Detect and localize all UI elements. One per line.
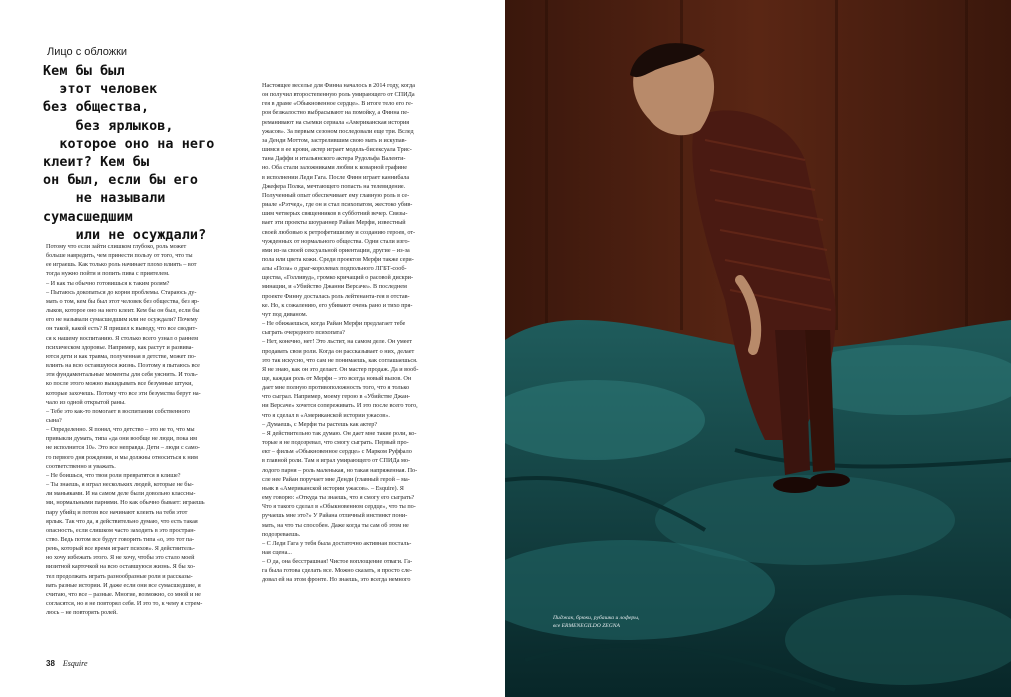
body-text-line: – Пытаюсь докопаться до корня проблемы. Стараюсь ду- bbox=[46, 288, 197, 296]
body-text-line: тана Даффи и итальянского актера Рудольфа Валенти- bbox=[262, 155, 406, 163]
body-text-line: он получил второстепенную роль умирающего от СПИДа bbox=[262, 91, 415, 99]
body-text-line: вать разные истории. И даже если они все сумасшедшие, я bbox=[46, 581, 201, 589]
body-text-line: психическом здоровье. Например, как растут и развива- bbox=[46, 343, 194, 351]
body-text-line: шимся в ее крови, актер играет модель-бисексуала Трис- bbox=[262, 146, 412, 154]
body-text-line: в исполнении Леди Гага. После Финн играет каннибала bbox=[262, 173, 410, 181]
body-text-line: алы «Поза» о драг-королевах подпольного ЛГБТ-сооб- bbox=[262, 265, 407, 273]
body-text-line: но. Оба стали заложниками любви к коварной графине bbox=[262, 164, 407, 172]
pull-quote-line: без общества, bbox=[43, 100, 150, 116]
body-text-line: ужасов». За первым сезоном последовали еще три. Вслед bbox=[262, 127, 414, 135]
body-text-line: но хочу избежать этого. Я не хочу, чтобы это стало моей bbox=[46, 554, 195, 562]
body-text-line: сыграть очередного психопата? bbox=[262, 329, 345, 337]
body-text-line: Что я такого сделал в «Обыкновенном сердце», что ты по- bbox=[262, 503, 416, 511]
pull-quote-line: сумасшедшим bbox=[43, 209, 133, 225]
page-number: 38 bbox=[46, 659, 55, 668]
body-text-line: ная сцена... bbox=[262, 548, 292, 556]
body-text-line: сле нее Райан поручает мне Денди (главный герой – ма- bbox=[262, 475, 410, 483]
body-text-line: гея в драме «Обыкновенное сердце». В итоге тело его ге- bbox=[262, 100, 413, 108]
pull-quote-line: без ярлыков, bbox=[43, 118, 174, 134]
left-page bbox=[0, 0, 505, 697]
body-text-line: чужденных от нормального общества. Одни стали изго- bbox=[262, 237, 410, 245]
body-text-line: ще, каждая роль от Мерфи – это всегда новый вызов. Он bbox=[262, 375, 412, 382]
body-text-line: ко после этого можно выкидывать все безумные штуки, bbox=[46, 380, 193, 388]
pull-quote-line: или не осуждали? bbox=[43, 227, 207, 243]
section-label: Лицо с обложки bbox=[47, 46, 128, 58]
pull-quote-line: он был, если бы его bbox=[43, 173, 199, 189]
body-text-line: вает эти проекты шоураннер Райан Мерфи, известный bbox=[262, 219, 406, 227]
body-text-line: – Ты знаешь, я играл нескольких людей, которые не бы- bbox=[46, 481, 194, 489]
body-text-line: он такой, какой есть? Я пришел к выводу, что все сводит- bbox=[46, 325, 198, 333]
magazine-name: Esquire bbox=[62, 659, 88, 668]
body-text-line: ся к нашему воспитанию. Я столько всего узнал о раннем bbox=[46, 334, 199, 342]
portrait-photo bbox=[505, 0, 1011, 697]
body-text-line: пару убийц и потом все начинают клеить на тебя этот bbox=[46, 508, 188, 516]
pull-quote-line: клеит? Кем бы bbox=[43, 155, 150, 171]
body-text-line: – Я действительно так думаю. Он дает мне такие роли, ко- bbox=[262, 429, 417, 437]
body-text-line: – Думаешь, с Мерфи ты растешь как актер? bbox=[262, 420, 378, 428]
body-text-line: ке. Но, к сожалению, его убивают очень рано и тихо пря- bbox=[262, 301, 413, 309]
body-text-line: ли маньяками. И на самом деле были довольно классны- bbox=[46, 490, 196, 498]
body-text-line: – Тебе это как-то помогает в воспитании собственного bbox=[46, 407, 191, 415]
body-text-line: опасность, если слишком часто заходить в это простран- bbox=[46, 526, 196, 534]
body-text-line: ями из-за своей сексуальной ориентации, другие – из-за bbox=[262, 246, 410, 254]
photo-credit bbox=[553, 614, 673, 630]
body-text-line: эти фундаментальные моменты для себя уяснить. И толь- bbox=[46, 371, 198, 379]
body-text-line: мать о том, кем бы был этот человек без общества, без яр- bbox=[46, 297, 200, 305]
body-text-line: влиять на всю оставшуюся жизнь. Поэтому я пытаюсь все bbox=[46, 362, 200, 370]
body-text-line: чало из одной открытой раны. bbox=[46, 398, 126, 406]
body-text-line: торые я не подозревал, что смогу сыграть. Первый про- bbox=[262, 439, 409, 447]
photo-credit-line: все ERMENEGILDO ZEGNA bbox=[553, 623, 620, 629]
body-text-line: своей любовью к ретрофетишизму и созданию героев, от- bbox=[262, 228, 416, 236]
body-text-line: Потому что если зайти слишком глубоко, роль может bbox=[46, 243, 187, 250]
pull-quote-line: этот человек bbox=[43, 82, 158, 98]
body-text-line: визитной карточкой на всю оставшуюся жизнь. Я бы хо- bbox=[46, 563, 196, 571]
body-text-line: ручаешь мне это?» У Райана отличный инстинкт пони- bbox=[262, 512, 408, 520]
body-text-line: – С Леди Гага у тебя была достаточно активная посталь- bbox=[262, 539, 412, 547]
body-text-line: подозреваешь. bbox=[262, 530, 301, 538]
body-column-2 bbox=[262, 81, 471, 585]
body-text-line: согласятся, но я не повторял себя. И это то, к чему я стрем- bbox=[46, 600, 203, 608]
body-text-line: дает мне полную противоположность того, что я только bbox=[262, 384, 410, 392]
pull-quote-line: не называли bbox=[43, 191, 166, 207]
body-text-line: – О да, она бесстрашная! Чистое воплощение отваги. Га- bbox=[262, 558, 413, 566]
body-text-line: ми, нормальными парнями. Но как обычно бывает: играешь bbox=[46, 499, 205, 507]
body-text-line: продавать свои роли. Когда он рассказывает о них, делает bbox=[262, 347, 415, 355]
body-text-line: – Не боишься, что твои роли превратятся в клише? bbox=[46, 471, 181, 479]
body-text-line: реманивают на съемки сериала «Американская история bbox=[262, 118, 410, 126]
body-text-line: что сыграл. Например, моему герою в «Убийстве Джан- bbox=[262, 393, 411, 401]
body-text-line: ект – фильм «Обыкновенное сердце» с Марком Руффало bbox=[262, 448, 412, 456]
body-text-line: тел продолжать играть разнообразные роли и рассказы- bbox=[46, 572, 193, 580]
body-text-line: га была готова сделать все. Можно сказать, я просто сле- bbox=[262, 567, 412, 575]
body-text-line: роя безжалостно выбрасывают на помойку, а Финна пе- bbox=[262, 109, 410, 117]
body-text-line: лодого парня – роль маленькая, но такая напряженная. По- bbox=[262, 466, 418, 474]
body-text-line: ее играешь. Как только роль начинает плохо влиять – вот bbox=[46, 261, 197, 269]
pull-quote bbox=[43, 63, 251, 245]
body-text-line: щества, «Голливуд», громко кричащий о расовой дискри- bbox=[262, 274, 414, 282]
portrait-photo-icon bbox=[505, 0, 1011, 697]
body-text-line: Полученный опыт обеспечивает ему главную роль в се- bbox=[262, 191, 410, 199]
body-text-line: тогда нужно пойти и попить пива с приятелем. bbox=[46, 270, 170, 278]
body-text-line: довал ей на этом фронте. Но знаешь, это всегда немного bbox=[262, 576, 411, 584]
body-text-line: люсь – не повторять ролей. bbox=[46, 609, 118, 617]
body-text-line: риале «Рэтчед», где он и стал психопатом, жестоко убив- bbox=[262, 201, 413, 209]
body-text-line: чут под диваном. bbox=[262, 310, 308, 318]
body-text-line: считаю, что все – разные. Многие, возможно, со мной и не bbox=[46, 590, 201, 598]
body-text-line: Джефера Полка, мечтающего попасть на телевидение. bbox=[262, 182, 406, 190]
body-text-line: – Нет, конечно, нет! Это льстит, на самом деле. Он умеет bbox=[262, 338, 413, 346]
body-text-line: что я сделал в «Американской истории ужасов». bbox=[262, 411, 390, 419]
body-column-1 bbox=[46, 242, 249, 617]
body-text-line: сына? bbox=[46, 416, 62, 424]
body-text-line: ство. Ведь потом все будут говорить типа «о, это тот па- bbox=[46, 536, 195, 543]
body-text-line: ются дети и как травма, полученная в детстве, может по- bbox=[46, 352, 197, 360]
body-text-line: пола или цвета кожи. Среди проектов Мерфи также сери- bbox=[262, 255, 414, 263]
body-text-line: проекте Финну досталась роль лейтенанта-гея в отстав- bbox=[262, 292, 410, 300]
body-text-line: – Не обижаешься, когда Райан Мерфи предлагает тебе bbox=[262, 320, 406, 328]
body-text-line: мать, на что ты способен. Даже когда ты сам об этом не bbox=[262, 521, 409, 529]
body-text-line: шим четверых священников в субботний вечер. Связы- bbox=[262, 210, 408, 218]
body-text-line: не исполнится 10». Это все неправда. Дети – люди с само- bbox=[46, 444, 200, 452]
body-text-line: в главной роли. Там я играл умирающего от СПИДа мо- bbox=[262, 457, 411, 465]
body-text-line: ярлык. Так что да, я действительно думаю, что есть такая bbox=[46, 517, 198, 525]
body-text-line: – Определенно. Я понял, что детство – это не то, что мы bbox=[46, 426, 195, 434]
body-text-line: лыков, которое оно на него клеит. Кем бы он был, если бы bbox=[46, 307, 200, 315]
page-footer bbox=[46, 659, 88, 668]
body-text-line: соответственно и уважать. bbox=[46, 462, 116, 470]
body-text-line: которые захочешь. Потому что все эти безумства берут на- bbox=[46, 389, 201, 397]
body-text-line: его не называли сумасшедшим или не осуждали? Почему bbox=[46, 316, 198, 324]
body-text-line: Настоящее веселье для Финна началось в 2014 году, когда bbox=[262, 82, 415, 89]
body-text-line: рень, который все время играет психов». Я действитель- bbox=[46, 545, 195, 553]
body-text-line: го первого дня рождения, и мы должны относиться к ним bbox=[46, 453, 198, 461]
body-text-line: ни Версаче» хочется сопереживать. И это после всего того, bbox=[262, 402, 418, 410]
body-text-line: ньяк в «Американской истории ужасов». – Esquire). Я bbox=[262, 484, 404, 492]
body-text-line: – И как ты обычно готовишься к таким ролям? bbox=[46, 279, 170, 287]
body-text-line: Я не знаю, как он это делает. Он мастер продаж. Да и вооб- bbox=[262, 365, 419, 373]
body-text-line: минации, и «Убийство Джанни Версаче». В последнем bbox=[262, 283, 407, 291]
photo-credit-line: Пиджак, брюки, рубашка и лоферы, bbox=[553, 615, 640, 621]
body-text-line: это так искусно, что сам не понимаешь, как соглашаешься. bbox=[262, 356, 418, 364]
body-text-line: больше навредить, чем принести пользу от того, что ты bbox=[46, 252, 193, 260]
body-text-line: ему говорю: «Откуда ты знаешь, что я смогу его сыграть? bbox=[262, 494, 415, 502]
pull-quote-line: Кем бы был bbox=[43, 64, 125, 79]
body-text-line: за Денди Моттом, застрелившим свою мать и искупав- bbox=[262, 136, 407, 144]
body-text-line: привыкли думать, типа «да они вообще не люди, пока им bbox=[46, 435, 198, 443]
pull-quote-line: которое оно на него bbox=[43, 136, 215, 152]
